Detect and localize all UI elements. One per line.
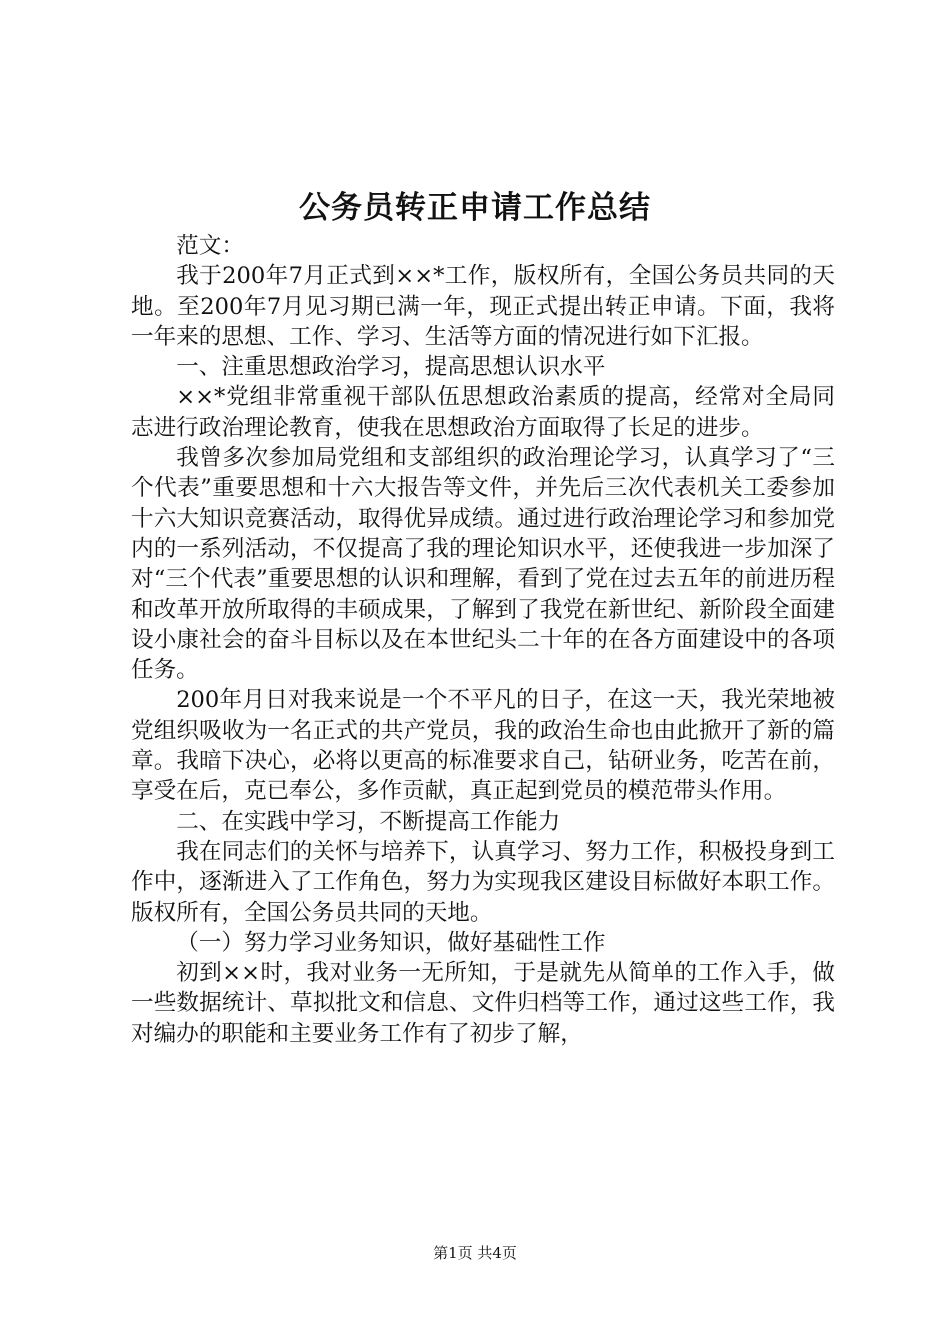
paragraph-label: 范文： xyxy=(176,233,244,259)
paragraph: 我在同志们的关怀与培养下，认真学习、努力工作，积极投身到工作中，逐渐进入了工作角色，努力为实现我区建设目标做好本职工作。版权所有，全国公务员共同的天地。 xyxy=(131,838,835,926)
paragraph: ××*党组非常重视干部队伍思想政治素质的提高，经常对全局同志进行政治理论教育，使我在思想政治方面取得了长足的进步。 xyxy=(131,384,835,441)
page-footer: 第1页 共4页 xyxy=(433,1244,517,1262)
subsection-heading: （一）努力学习业务知识，做好基础性工作 xyxy=(176,929,606,956)
paragraph: 200年月日对我来说是一个不平凡的日子，在这一天，我光荣地被党组织吸收为一名正式的共产党员，我的政治生命也由此掀开了新的篇章。我暗下决心，必将以更高的标准要求自己，钻研业务，吃苦在前，享受在后，克已奉公，多作贡献，真正起到党员的模范带头作用。 xyxy=(131,687,835,805)
section-heading: 二、在实践中学习，不断提高工作能力 xyxy=(176,808,561,835)
paragraph: 我曾多次参加局党组和支部组织的政治理论学习，认真学习了“三个代表”重要思想和十六大报告等文件，并先后三次代表机关工委参加十六大知识竞赛活动，取得优异成绩。通过进行政治理论学习和参加党内的一系列活动，不仅提高了我的理论知识水平，还使我进一步加深了对“三个代表”重要思想的认识和理解，看到了党在过去五年的前进历程和改革开放所取得的丰硕成果，了解到了我党在新世纪、新阶段全面建设小康社会的奋斗目标以及在本世纪头二十年的在各方面建设中的各项任务。 xyxy=(131,445,835,684)
paragraph: 我于200年7月正式到××*工作，版权所有，全国公务员共同的天地。至200年7月见习期已满一年，现正式提出转正申请。下面，我将一年来的思想、工作、学习、生活等方面的情况进行如下汇报。 xyxy=(131,263,835,350)
section-heading: 一、注重思想政治学习，提高思想认识水平 xyxy=(176,354,606,381)
paragraph: 初到××时，我对业务一无所知，于是就先从简单的工作入手，做一些数据统计、草拟批文和信息、文件归档等工作，通过这些工作，我对编办的职能和主要业务工作有了初步了解， xyxy=(131,960,835,1047)
document-title: 公务员转正申请工作总结 xyxy=(299,190,651,226)
document-body xyxy=(131,231,835,1049)
